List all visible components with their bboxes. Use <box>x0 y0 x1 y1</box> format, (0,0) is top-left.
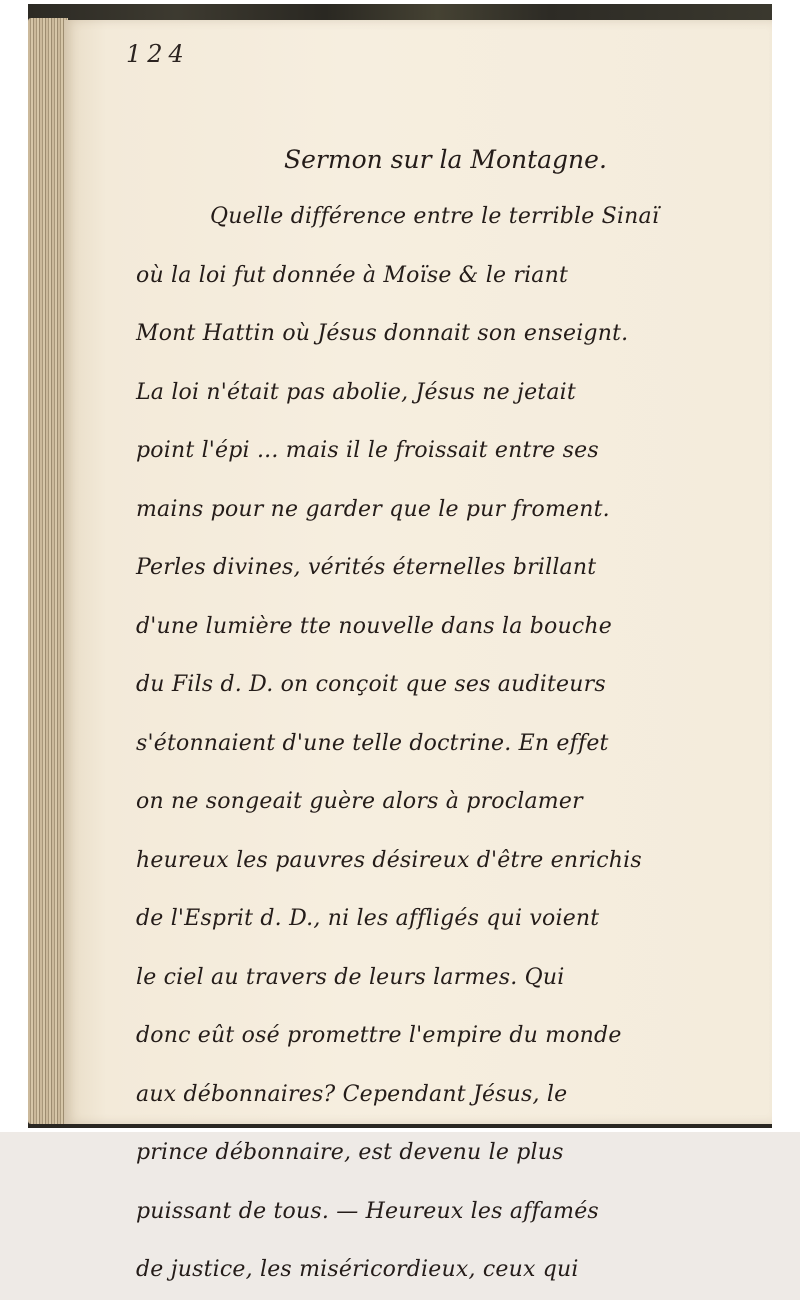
manuscript-body <box>136 132 776 1300</box>
text-line: Perles divines, vérités éternelles brillant <box>136 555 597 580</box>
text-line: on ne songeait guère alors à proclamer <box>136 789 583 814</box>
section-title: Sermon sur la Montagne. <box>284 145 607 174</box>
text-line: puissant de tous. — Heureux les affamés <box>136 1198 599 1224</box>
text-line: prince débonnaire, est devenu le plus <box>136 1140 564 1165</box>
text-line: donc eût osé promettre l'empire du monde <box>136 1023 622 1048</box>
text-line: de l'Esprit d. D., ni les affligés qui voient <box>136 906 600 931</box>
page-number: 124 <box>126 40 190 68</box>
text-line: où la loi fut donnée à Moïse & le riant <box>136 262 569 288</box>
text-line: Mont Hattin où Jésus donnait son enseignt. <box>136 321 629 346</box>
manuscript-page <box>64 20 772 1282</box>
text-line: de justice, les miséricordieux, ceux qui <box>136 1257 579 1282</box>
text-line: La loi n'était pas abolie, Jésus ne jetait <box>136 379 576 405</box>
text-line: aux débonnaires? Cependant Jésus, le <box>136 1081 568 1107</box>
text-line: du Fils d. D. on conçoit que ses auditeurs <box>136 672 606 697</box>
book <box>28 4 772 1282</box>
text-line: mains pour ne garder que le pur froment. <box>136 496 610 522</box>
text-line: heureux les pauvres désireux d'être enrichis <box>136 847 642 873</box>
page-edges <box>28 18 68 1124</box>
text-line: le ciel au travers de leurs larmes. Qui <box>136 964 565 990</box>
text-line: point l'épi ... mais il le froissait entre ses <box>136 438 599 463</box>
text-line: Quelle différence entre le terrible Sinaï <box>210 204 660 229</box>
text-line: s'étonnaient d'une telle doctrine. En effet <box>136 730 609 756</box>
text-line: d'une lumière tte nouvelle dans la bouche <box>136 613 612 639</box>
